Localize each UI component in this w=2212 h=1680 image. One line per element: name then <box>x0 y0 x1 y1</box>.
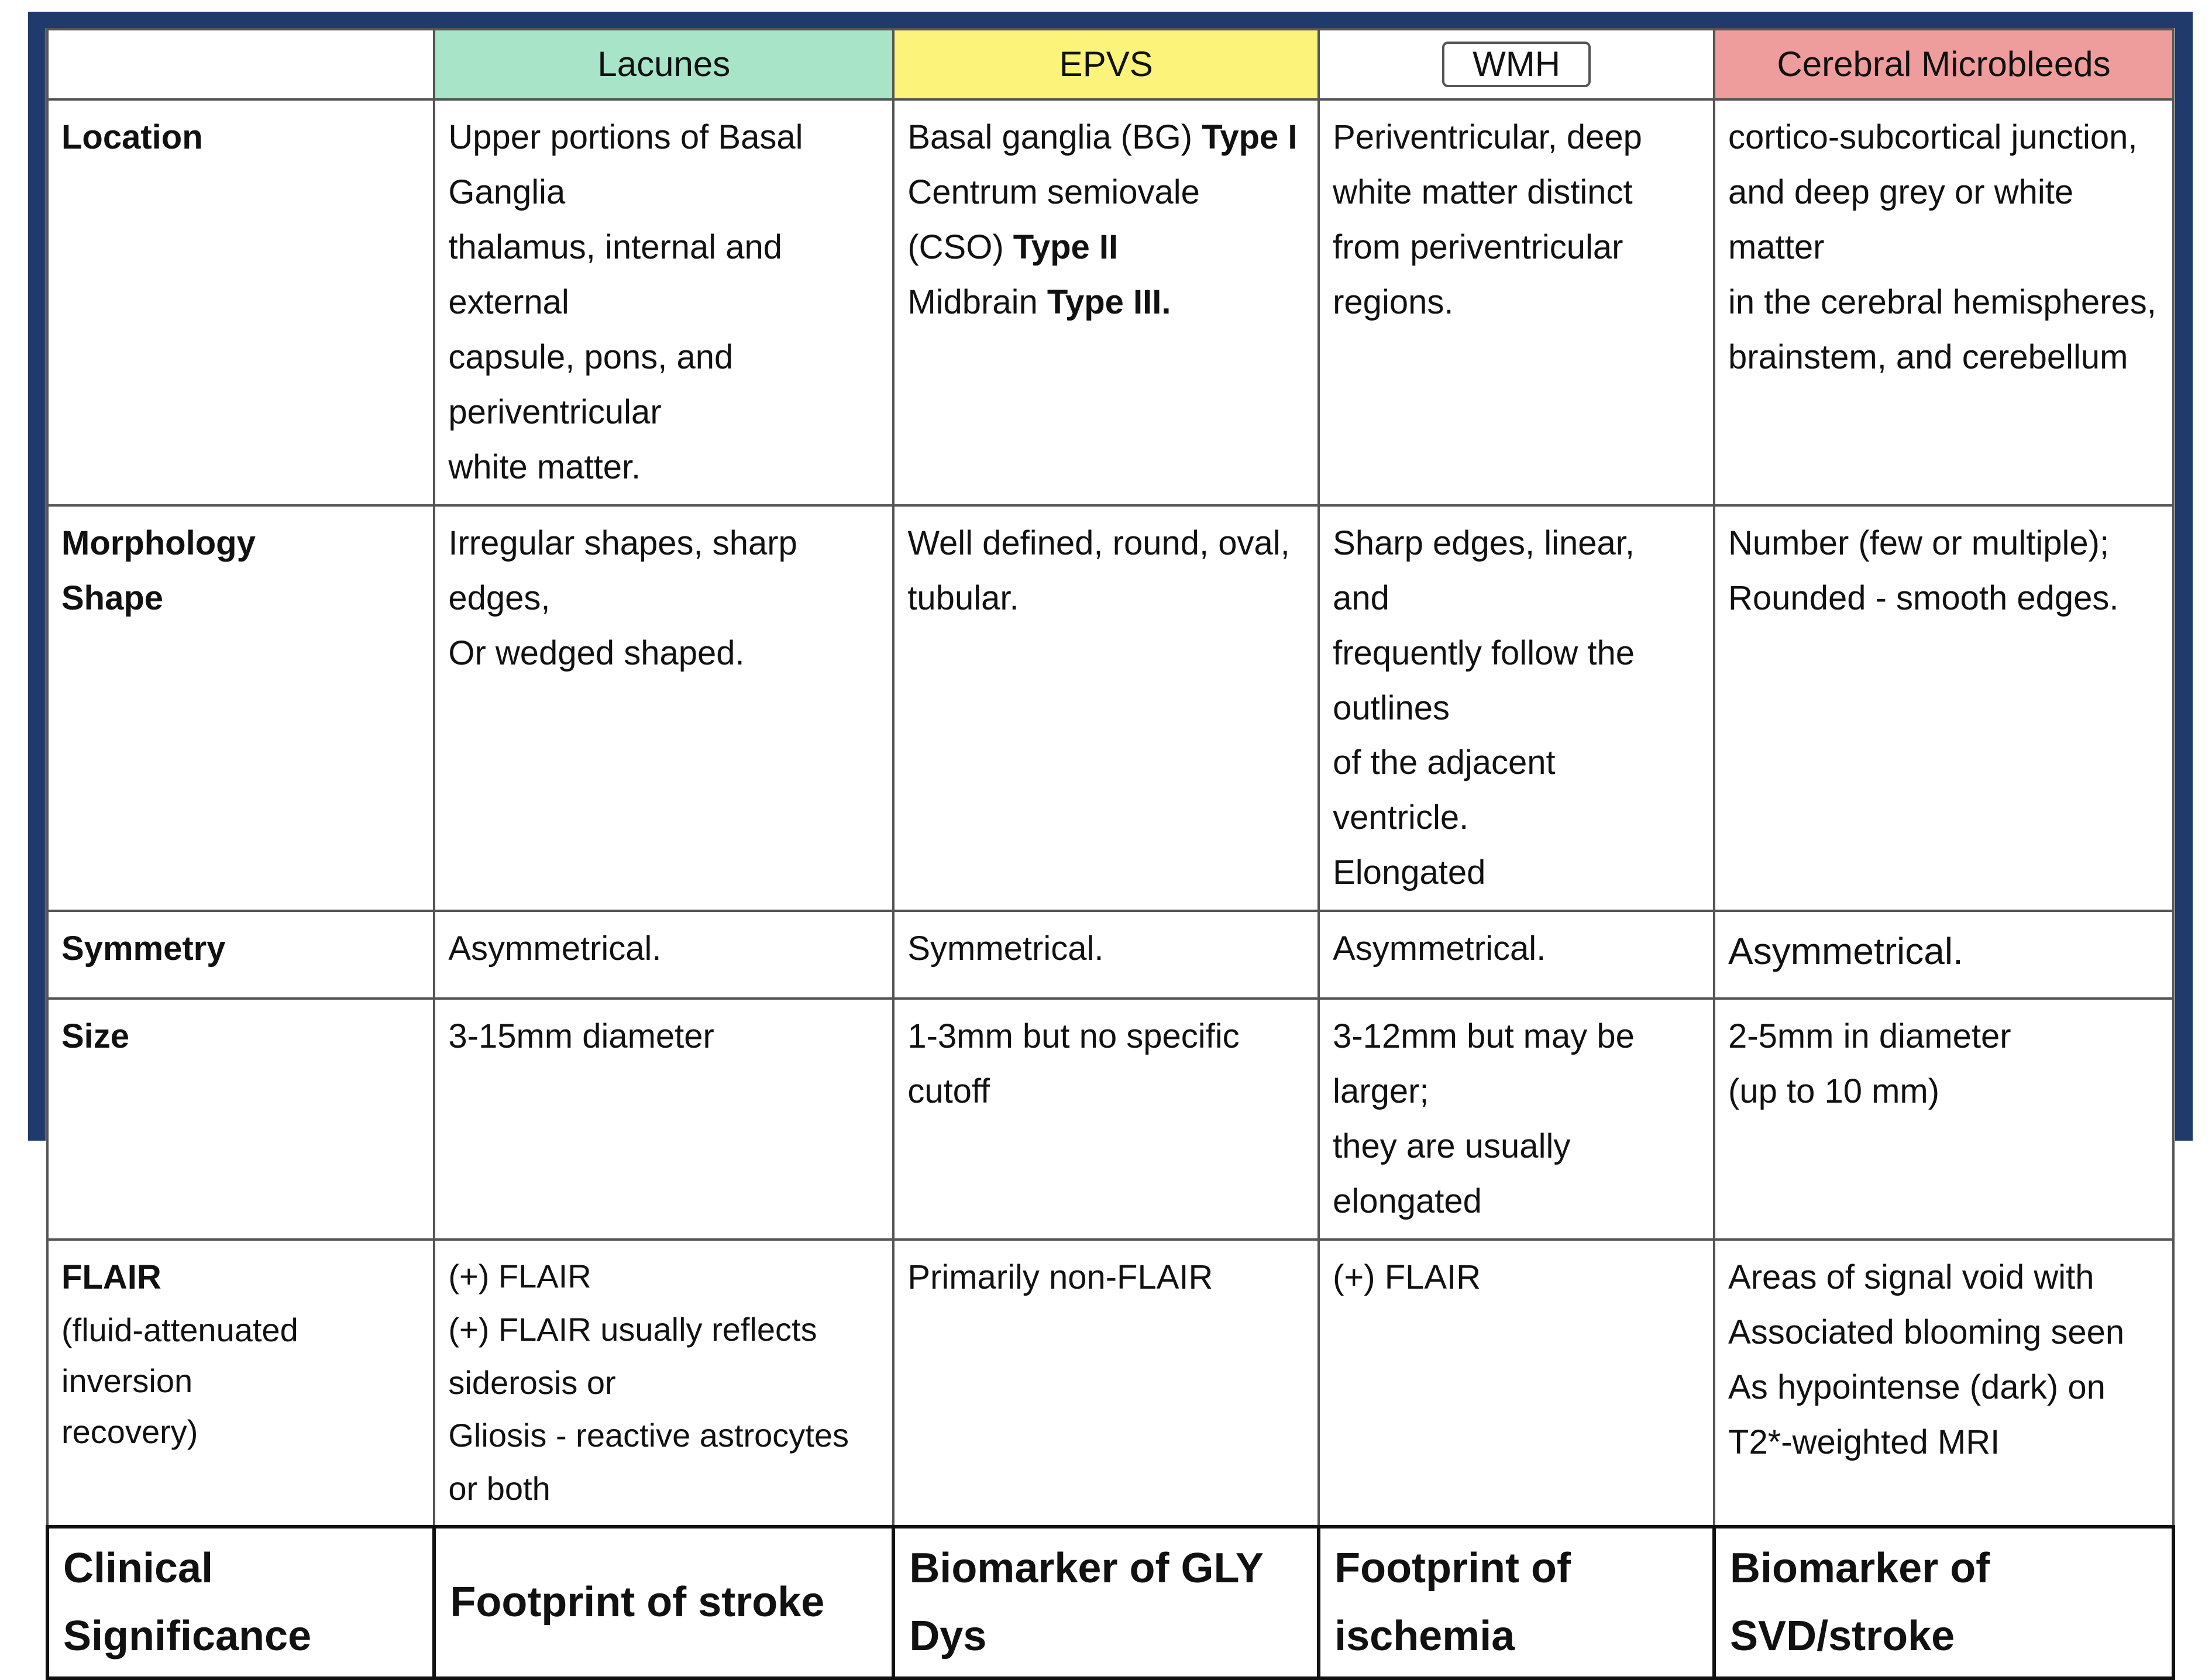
cell-line: of the adjacent ventricle. <box>1333 743 1556 837</box>
row-label-symmetry <box>47 911 434 999</box>
row-label-text: Shape <box>61 579 164 617</box>
cell-line: Well defined, round, oval, <box>907 524 1290 562</box>
row-label-clinical-significance: Clinical Significance <box>47 1527 434 1678</box>
cell-line: Rounded - smooth edges. <box>1728 579 2119 617</box>
cell-flair-cmb <box>1714 1240 2173 1527</box>
cell-line: 3-12mm but may be larger; <box>1333 1017 1635 1111</box>
row-label-flair <box>47 1240 434 1527</box>
cell-line <box>907 165 1305 275</box>
row-label-text: Size <box>61 1017 130 1056</box>
type-label: Type III. <box>1047 283 1171 321</box>
header-blank-cell <box>47 29 434 99</box>
cell-morphology-epvs <box>893 505 1319 911</box>
table-frame <box>28 12 2193 1660</box>
cell-flair-epvs: Primarily non-FLAIR <box>893 1240 1319 1527</box>
cell-line: tubular. <box>907 579 1019 617</box>
cell-line: and deep grey or white matter <box>1728 173 2074 266</box>
cell-line: white matter distinct <box>1333 173 1633 211</box>
type-label: Type I <box>1202 118 1298 156</box>
row-label-text: Morphology <box>61 524 256 562</box>
table-row-morphology <box>47 505 2173 911</box>
cell-line: white matter. <box>448 447 641 486</box>
cell-line: brainstem, and cerebellum <box>1728 338 2128 376</box>
cell-line: (+) FLAIR <box>448 1258 591 1295</box>
table-row-location <box>47 99 2173 505</box>
cell-line: Elongated <box>1333 853 1486 892</box>
cell-line: Upper portions of Basal Ganglia <box>448 118 803 211</box>
cell-morphology-cmb <box>1714 505 2173 911</box>
cell-clinical-epvs: Biomarker of GLY Dys <box>893 1527 1319 1678</box>
cell-location-cmb <box>1714 99 2173 505</box>
cell-symmetry-cmb: Asymmetrical. <box>1714 911 2173 999</box>
cell-morphology-wmh <box>1319 505 1714 911</box>
cell-line: Associated blooming seen <box>1728 1313 2125 1352</box>
cell-location-lacunes <box>434 99 893 505</box>
cell-location-epvs <box>893 99 1319 505</box>
cell-line: As hypointense (dark) on <box>1728 1368 2106 1407</box>
cell-clinical-cmb: Biomarker of SVD/stroke <box>1714 1527 2173 1678</box>
cell-line <box>907 275 1305 330</box>
table-row-clinical-significance <box>47 1527 2173 1678</box>
row-label-text: Location <box>61 118 203 156</box>
cell-flair-lacunes <box>434 1240 893 1527</box>
cell-clinical-lacunes: Footprint of stroke <box>434 1527 893 1678</box>
cell-location-wmh <box>1319 99 1714 505</box>
header-wmh: WMH <box>1442 42 1591 87</box>
cell-line: (+) FLAIR usually reflects siderosis or <box>448 1310 817 1401</box>
cell-line: they are usually elongated <box>1333 1127 1571 1221</box>
cell-line: capsule, pons, and periventricular <box>448 338 734 431</box>
cell-symmetry-wmh: Asymmetrical. <box>1319 911 1714 999</box>
cell-line: cortico-subcortical junction, <box>1728 118 2138 156</box>
cell-size-cmb <box>1714 999 2173 1240</box>
cell-line: frequently follow the outlines <box>1333 634 1635 727</box>
cell-line: Gliosis - reactive astrocytes or both <box>448 1417 849 1507</box>
row-label-subtext: recovery) <box>61 1413 198 1450</box>
row-label-subtext: (fluid-attenuated inversion <box>61 1311 298 1399</box>
table-row-symmetry <box>47 911 2173 999</box>
cell-line: regions. <box>1333 283 1454 321</box>
cell-symmetry-epvs: Symmetrical. <box>893 911 1319 999</box>
header-epvs: EPVS <box>893 29 1319 99</box>
cell-line: 2-5mm in diameter <box>1728 1017 2011 1056</box>
cell-morphology-lacunes <box>434 505 893 911</box>
table-row-size <box>47 999 2173 1240</box>
comparison-table <box>46 28 2175 1680</box>
header-cerebral-microbleeds: Cerebral Microbleeds <box>1714 29 2173 99</box>
cell-line: thalamus, internal and external <box>448 228 783 321</box>
cell-line: Periventricular, deep <box>1333 118 1642 156</box>
row-label-location <box>47 99 434 505</box>
cell-text: Basal ganglia (BG) <box>907 118 1202 156</box>
row-label-morphology <box>47 505 434 911</box>
cell-line: Irregular shapes, sharp edges, <box>448 524 797 617</box>
header-wmh-cell <box>1319 29 1714 99</box>
header-row <box>47 29 2173 99</box>
header-lacunes: Lacunes <box>434 29 893 99</box>
cell-line <box>907 110 1305 165</box>
cell-size-lacunes: 3-15mm diameter <box>434 999 893 1240</box>
row-label-size <box>47 999 434 1240</box>
cell-clinical-wmh: Footprint of ischemia <box>1319 1527 1714 1678</box>
cell-line: from periventricular <box>1333 228 1623 266</box>
cell-symmetry-lacunes: Asymmetrical. <box>434 911 893 999</box>
cell-size-epvs: 1-3mm but no specific cutoff <box>893 999 1319 1240</box>
cell-line: (up to 10 mm) <box>1728 1072 1940 1111</box>
cell-flair-wmh: (+) FLAIR <box>1319 1240 1714 1527</box>
cell-line: T2*-weighted MRI <box>1728 1423 2000 1462</box>
type-label: Type II <box>1013 228 1119 266</box>
cell-line: Number (few or multiple); <box>1728 524 2110 562</box>
cell-line: Or wedged shaped. <box>448 634 745 672</box>
row-label-text: FLAIR <box>61 1258 161 1297</box>
cell-size-wmh <box>1319 999 1714 1240</box>
table-row-flair <box>47 1240 2173 1527</box>
cell-line: Areas of signal void with <box>1728 1258 2094 1297</box>
cell-text: Centrum semiovale (CSO) <box>907 173 1200 266</box>
cell-text: Midbrain <box>907 283 1047 321</box>
row-label-text: Symmetry <box>61 929 226 968</box>
cell-line: Sharp edges, linear, and <box>1333 524 1635 617</box>
cell-line: in the cerebral hemispheres, <box>1728 283 2156 321</box>
